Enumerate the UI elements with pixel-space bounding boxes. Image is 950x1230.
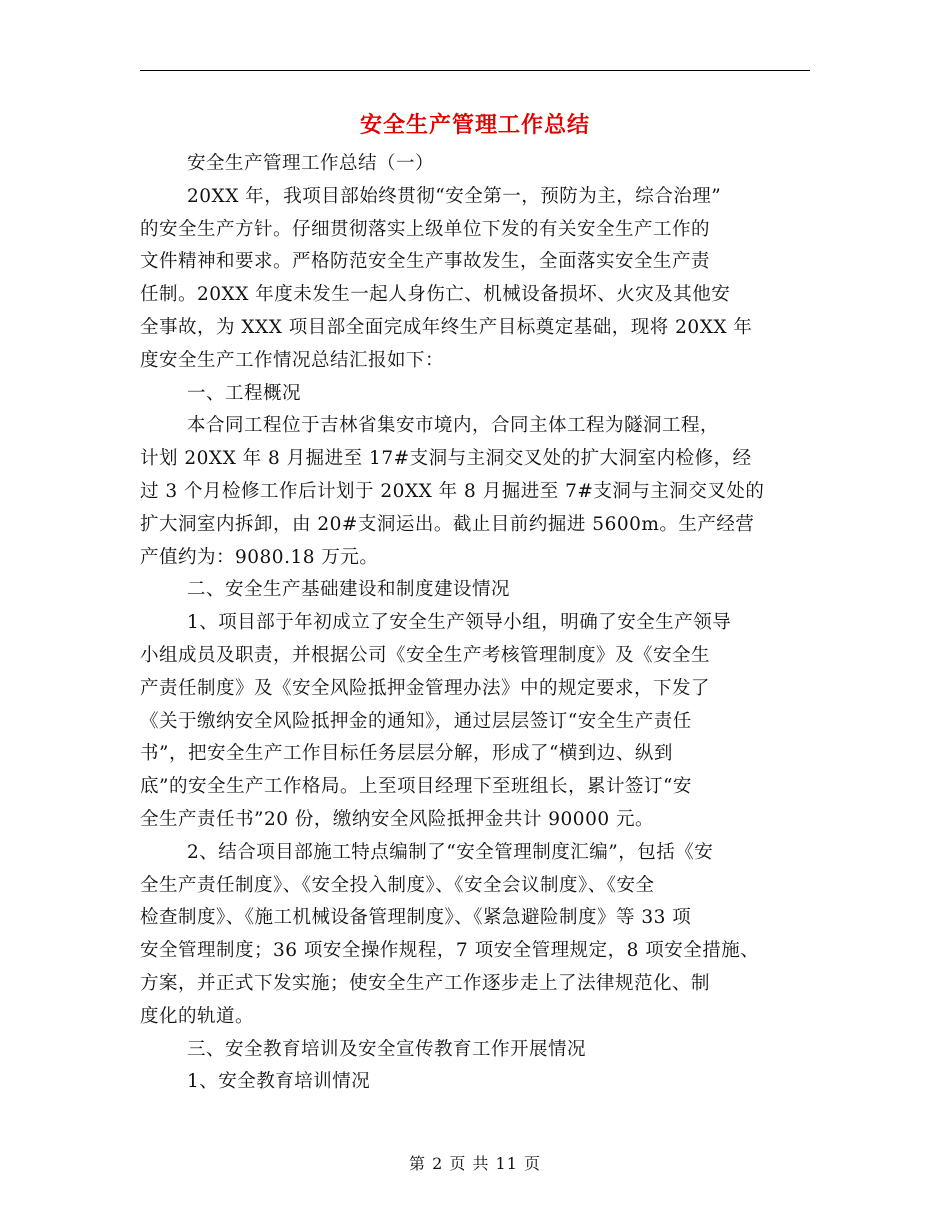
text-line: 文件精神和要求。严格防范安全生产事故发生，全面落实安全生产责 (140, 251, 711, 273)
text-line: 产值约为：9080.18 万元。 (140, 546, 379, 568)
text-line: 1、项目部于年初成立了安全生产领导小组，明确了安全生产领导 (187, 612, 732, 634)
text-line: 扩大洞室内拆卸，由 20#支洞运出。截止目前约掘进 5600m。生产经营 (140, 513, 755, 535)
text-line: 方案，并正式下发实施；使安全生产工作逐步走上了法律规范化、制 (140, 972, 711, 994)
text-line: 度安全生产工作情况总结汇报如下： (140, 349, 445, 371)
text-line: 2、结合项目部施工特点编制了“安全管理制度汇编”，包括《安 (187, 841, 714, 863)
text-line: 全生产责任书”20 份，缴纳安全风险抵押金共计 90000 元。 (140, 808, 654, 830)
text-line: 产责任制度》及《安全风险抵押金管理办法》中的规定要求，下发了 (140, 677, 711, 699)
text-line: 过 3 个月检修工作后计划于 20XX 年 8 月掘进至 7#支洞与主洞交叉处的 (140, 480, 765, 502)
text-line: 安全生产管理工作总结（一） (187, 153, 435, 174)
text-line: 三、安全教育培训及安全宣传教育工作开展情况 (187, 1038, 587, 1060)
text-line: 一、工程概况 (187, 382, 302, 404)
text-line: 任制。20XX 年度未发生一起人身伤亡、机械设备损坏、火灾及其他安 (140, 284, 731, 306)
text-line: 安全管理制度；36 项安全操作规程，7 项安全管理规定，8 项安全措施、 (140, 940, 760, 962)
text-line: 本合同工程位于吉林省集安市境内，合同主体工程为隧洞工程， (187, 415, 720, 437)
text-line: 度化的轨道。 (140, 1005, 255, 1027)
text-line: 20XX 年，我项目部始终贯彻“安全第一，预防为主，综合治理” (187, 185, 722, 207)
text-line: 小组成员及职责，并根据公司《安全生产考核管理制度》及《安全生 (140, 644, 711, 666)
text-line: 全生产责任制度》、《安全投入制度》、《安全会议制度》、《安全 (140, 874, 655, 896)
text-line: 计划 20XX 年 8 月掘进至 17#支洞与主洞交叉处的扩大洞室内检修，经 (140, 448, 752, 470)
page-footer: 第 2 页 共 11 页 (409, 1154, 541, 1173)
text-line: 1、安全教育培训情况 (187, 1071, 371, 1093)
text-line: 的安全生产方针。仔细贯彻落实上级单位下发的有关安全生产工作的 (140, 218, 711, 240)
text-line: 书”，把安全生产工作目标任务层层分解，形成了“横到边、纵到 (140, 743, 673, 765)
text-line: 底”的安全生产工作格局。上至项目经理下至班组长，累计签订“安 (140, 776, 692, 798)
text-line: 检查制度》、《施工机械设备管理制度》、《紧急避险制度》等 33 项 (140, 907, 692, 929)
text-line: 《关于缴纳安全风险抵押金的通知》，通过层层签订“安全生产责任 (140, 710, 692, 732)
text-line: 二、安全生产基础建设和制度建设情况 (187, 579, 511, 601)
document-body (140, 148, 830, 1099)
text-line: 全事故，为 XXX 项目部全面完成年终生产目标奠定基础，现将 20XX 年 (140, 316, 753, 338)
document-title: 安全生产管理工作总结 (359, 112, 590, 138)
header-rule (140, 70, 810, 71)
